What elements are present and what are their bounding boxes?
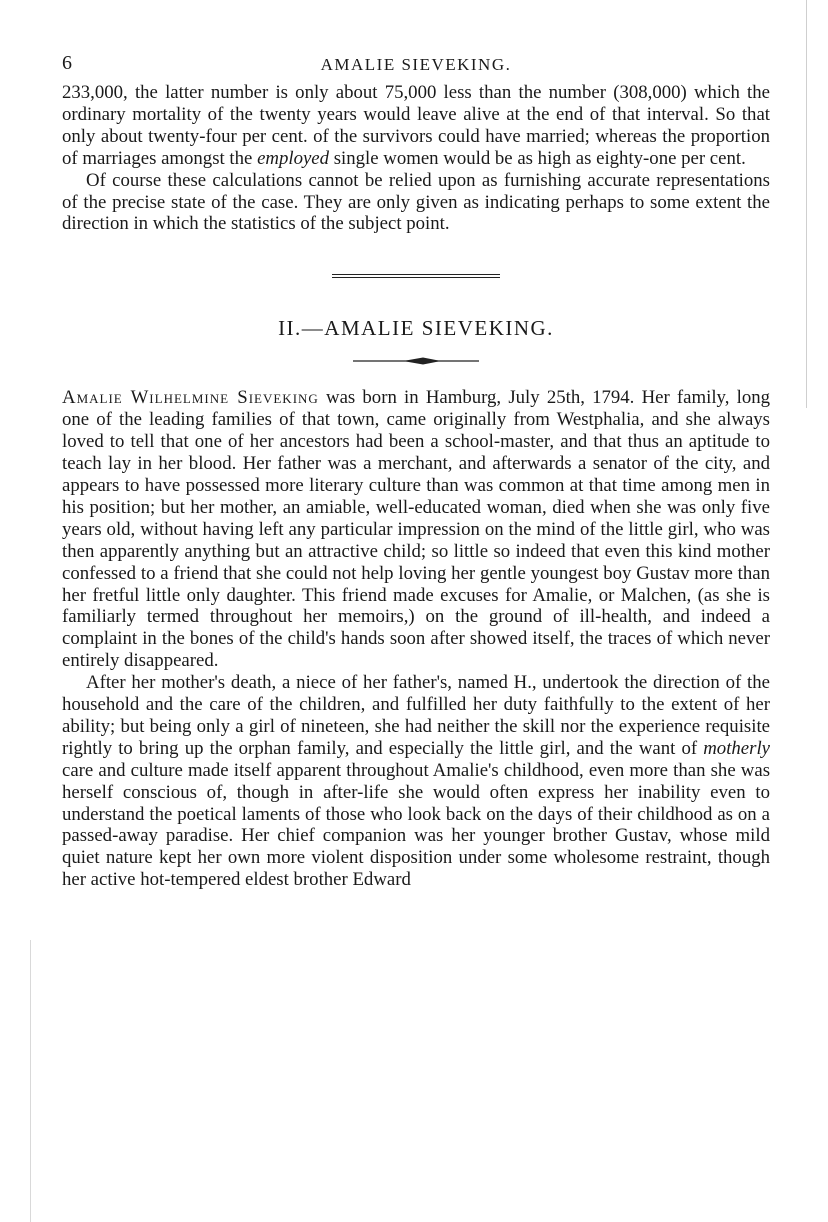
emphasis-employed: employed bbox=[257, 147, 330, 169]
emphasis-motherly: motherly bbox=[703, 737, 770, 759]
paragraph-text: After her mother's death, a niece of her father's, named H., undertook the direction of the household and the care of the children, and fulfilled her duty faithfully to the extent of her ability; but being only a girl of nineteen, she had neither the skill nor the experience requisite rightly to bring up the orphan family, and especially the little girl, and the want of bbox=[62, 672, 770, 759]
running-title: AMALIE SIEVEKING. bbox=[320, 55, 512, 74]
paragraph-text: care and culture made itself apparent throughout Amalie's childhood, even more than she was herself conscious of, though in after-life she would often express her inability even to understand the poetical laments of those who look back on the days of their childhood as on a passed-away paradise. Her chief companion was her younger brother Gustav, whose mild quiet nature kept her own more violent disposition under some wholesome restraint, though her active hot-tempered eldest brother Edward bbox=[62, 759, 770, 891]
paragraph-birth bbox=[62, 387, 770, 672]
paragraph-text: was born in Hamburg, July 25th, 1794. Her family, long one of the leading families of that town, came originally from Westphalia, and she always loved to tell that one of her ancestors had been a school-master, and that thus an aptitude to teach lay in her blood. Her father was a merchant, and afterwards a senator of the city, and appears to have possessed more literary culture than was common at that time among men in his position; but her mother, an amiable, well-educated woman, died when she was only five years old, without having left any particular impression on the mind of the little girl, who was then apparently anything but an attractive child; so little so indeed that even this kind mother confessed to a friend that she could not help loving her gentle youngest boy Gustav more than her fretful little only daughter. This friend made excuses for Amalie, or Malchen, (as she is familiarly termed throughout her memoirs,) on the ground of ill-health, and indeed a complaint in the bones of the child's hands soon after showed itself, the traces of which never entirely disappeared. bbox=[62, 387, 771, 672]
running-head bbox=[62, 52, 770, 82]
paragraph-text: single women would be as high as eighty-one per cent. bbox=[329, 147, 746, 169]
page-number: 6 bbox=[62, 52, 74, 74]
paragraph-text: 233,000, the latter number is only about 75,000 less than the number (308,000) which the ordinary mortality of the twenty years would leave alive at the end of that interval. So that only about twenty-four per cent. of the survivors could have married; whereas the proportion of marriages amongst the bbox=[62, 82, 770, 169]
left-margin-rule bbox=[30, 940, 31, 1222]
opening-name: Amalie Wilhelmine Sieveking bbox=[62, 387, 319, 409]
section-divider-rule bbox=[332, 274, 500, 278]
page bbox=[62, 52, 770, 891]
paragraph-childhood bbox=[62, 672, 770, 891]
chapter-title: II.—AMALIE SIEVEKING. bbox=[278, 316, 554, 341]
paragraph-calculations: Of course these calculations cannot be relied upon as furnishing accurate representations of the precise state of the case. They are only given as indicating perhaps to some extent the direction in which the statistics of the subject point. bbox=[62, 169, 770, 235]
title-ornament-dash bbox=[351, 355, 481, 367]
margin-rule bbox=[806, 0, 807, 408]
continued-paragraph bbox=[62, 82, 770, 170]
